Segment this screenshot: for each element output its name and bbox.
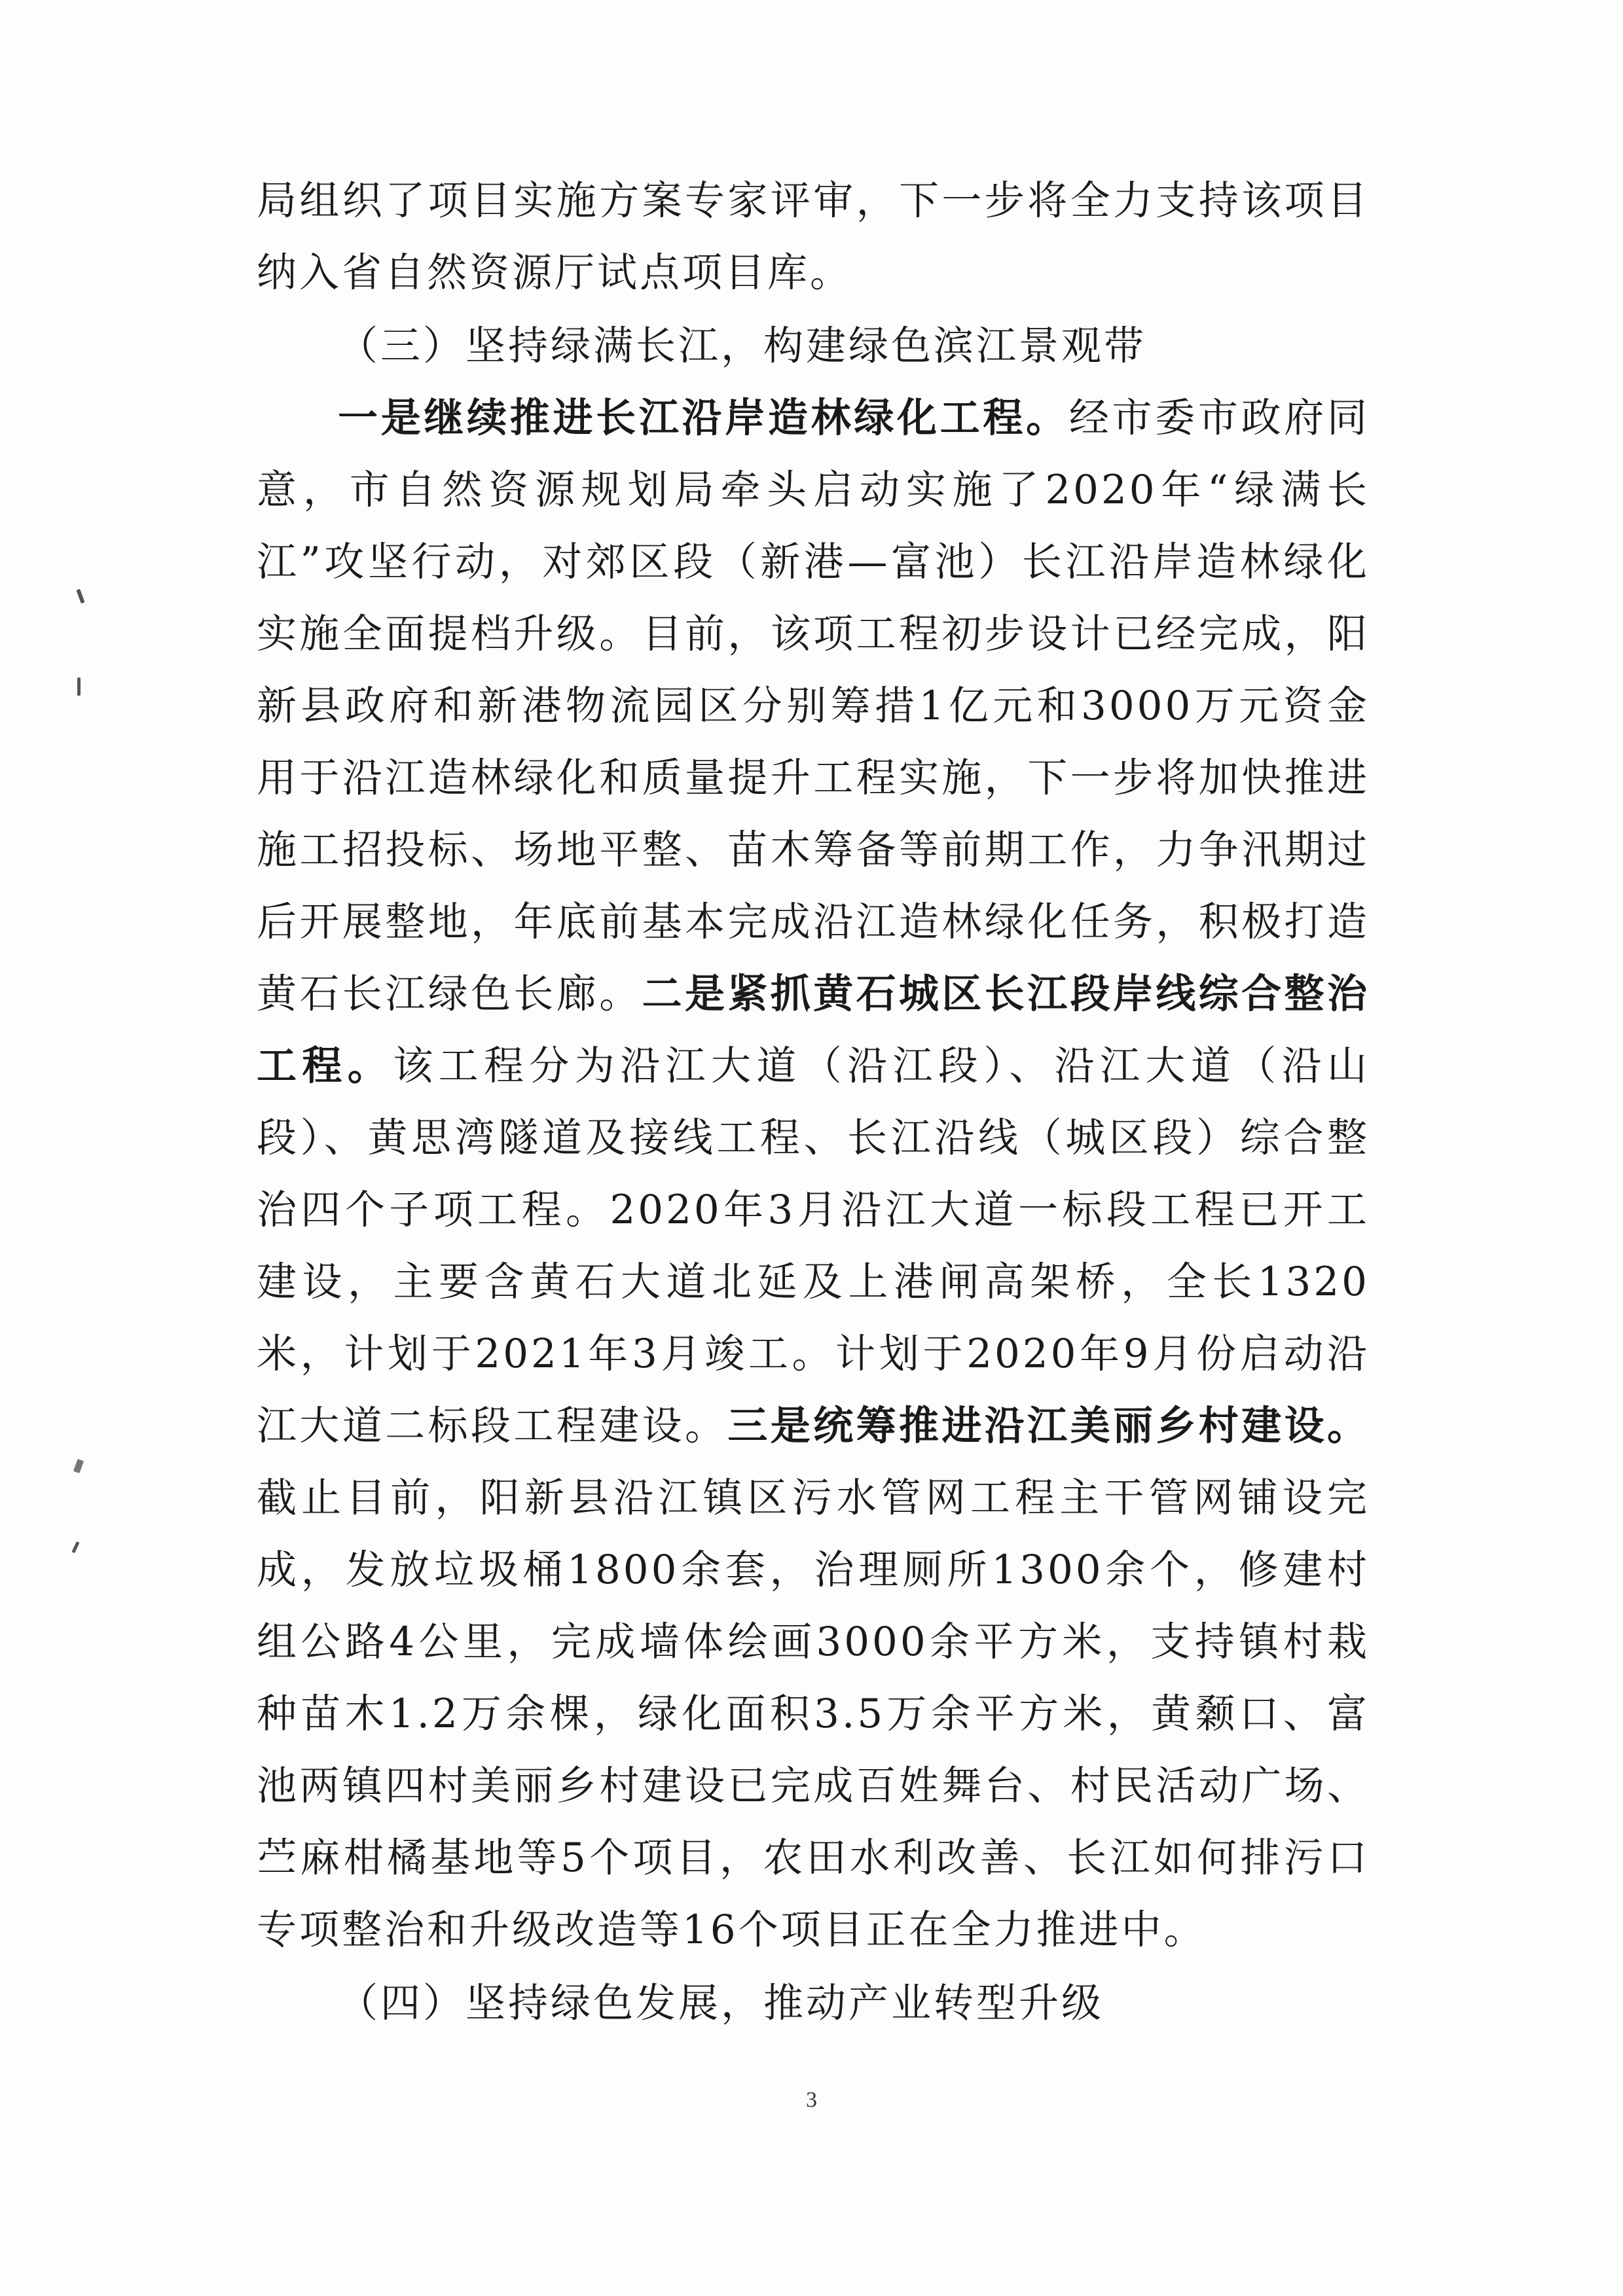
scan-mark: [77, 677, 81, 696]
scan-mark: [76, 589, 84, 604]
page-number: 3: [806, 2088, 817, 2112]
paragraph-text-2: 该工程分为沿江大道（沿江段）、沿江大道（沿山段）、黄思湾隧道及接线工程、长江沿线（城区段）综合整治四个子项工程。2020年3月沿江大道一标段工程已开工建设，主要含黄石大道北延及上港闸高架桥，全长1320米，计划于2021年3月竣工。计划于2020年9月份启动沿江大道二标段工程建设。: [257, 1043, 1370, 1449]
paragraph-continuation: 局组织了项目实施方案专家评审，下一步将全力支持该项目纳入省自然资源厅试点项目库。: [257, 177, 1370, 296]
lead-phrase-1: 一是继续推进长江沿岸造林绿化工程。: [338, 395, 1069, 441]
scan-mark: [73, 1459, 84, 1473]
body-text: [257, 165, 1370, 2039]
lead-phrase-2: 二是紧抓黄石城区长江段岸线综合整治工程。: [257, 971, 1370, 1089]
scan-mark: [71, 1541, 79, 1553]
section-heading-3: （三）坚持绿满长江，构建绿色滨江景观带: [338, 323, 1147, 369]
paragraph-text-1: 经市委市政府同意，市自然资源规划局牵头启动实施了2020年“绿满长江”攻坚行动，对郊区段（新港—富池）长江沿岸造林绿化实施全面提档升级。目前，该项工程初步设计已经完成，阳新县政府和新港物流园区分别筹措1亿元和3000万元资金用于沿江造林绿化和质量提升工程实施，下一步将加快推进施工招投标、场地平整、苗木筹备等前期工作，力争汛期过后开展整地，年底前基本完成沿江造林绿化任务，积极打造黄石长江绿色长廊。: [257, 395, 1370, 1017]
section-heading-4: （四）坚持绿色发展，推动产业转型升级: [338, 1980, 1104, 2026]
paragraph-text-3: 截止目前，阳新县沿江镇区污水管网工程主干管网铺设完成，发放垃圾桶1800余套，治理厕所1300余个，修建村组公路4公里，完成墙体绘画3000余平方米，支持镇村栽种苗木1.2万余棵，绿化面积3.5万余平方米，黄颡口、富池两镇四村美丽乡村建设已完成百姓舞台、村民活动广场、苎麻柑橘基地等5个项目，农田水利改善、长江如何排污口专项整治和升级改造等16个项目正在全力推进中。: [257, 1475, 1370, 1953]
lead-phrase-3: 三是统筹推进沿江美丽乡村建设。: [727, 1403, 1370, 1449]
paragraph-main: [257, 382, 1370, 1966]
